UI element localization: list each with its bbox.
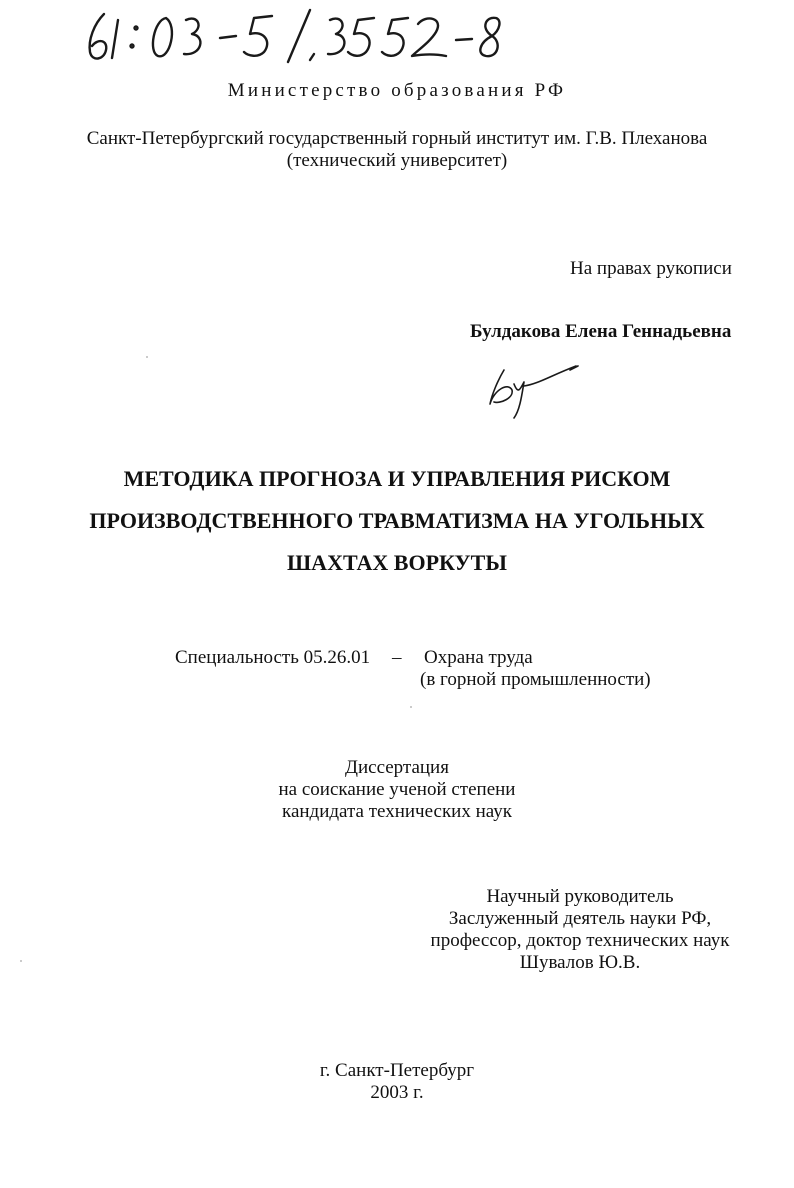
dissertation-line-2: на соискание ученой степени [278,779,516,800]
handwritten-archive-number [82,6,512,66]
specialty-note: (в горной промышленности) [420,669,651,690]
specialty-dash: – [392,647,402,668]
scan-speck [410,706,412,708]
scan-speck [20,960,22,962]
supervisor-name: Шувалов Ю.В. [519,952,641,973]
supervisor-title-2: профессор, доктор технических наук [430,930,730,951]
institute-line-2: (технический университет) [286,150,508,171]
supervisor-title-1: Заслуженный деятель науки РФ, [448,908,712,929]
author-name: Булдакова Елена Геннадьевна [470,321,732,342]
year: 2003 г. [370,1082,424,1103]
supervisor-role: Научный руководитель [486,886,674,907]
city: г. Санкт-Петербург [319,1060,475,1081]
title-line-1: МЕТОДИКА ПРОГНОЗА И УПРАВЛЕНИЯ РИСКОМ [123,466,671,491]
institute-line-1: Санкт-Петербургский государственный горный институт им. Г.В. Плеханова [86,128,708,149]
specialty-value-block [420,647,651,691]
dissertation-block [0,757,794,823]
manuscript-rights: На правах рукописи [570,258,732,279]
supervisor-block [400,886,760,974]
institute-name [0,128,794,172]
title-line-2: ПРОИЗВОДСТВЕННОГО ТРАВМАТИЗМА НА УГОЛЬНЫХ [89,508,705,533]
dissertation-title [0,458,794,584]
specialty-label: Специальность 05.26.01 [175,647,371,668]
handwritten-signature [484,360,584,420]
title-line-3: ШАХТАХ ВОРКУТЫ [287,550,507,575]
ministry-name: Министерство образования РФ [227,80,567,101]
specialty-value: Охрана труда [424,647,533,668]
dissertation-line-1: Диссертация [345,757,449,778]
dissertation-line-3: кандидата технических наук [282,801,512,822]
scan-speck [146,356,148,358]
place-year-block [0,1060,794,1104]
